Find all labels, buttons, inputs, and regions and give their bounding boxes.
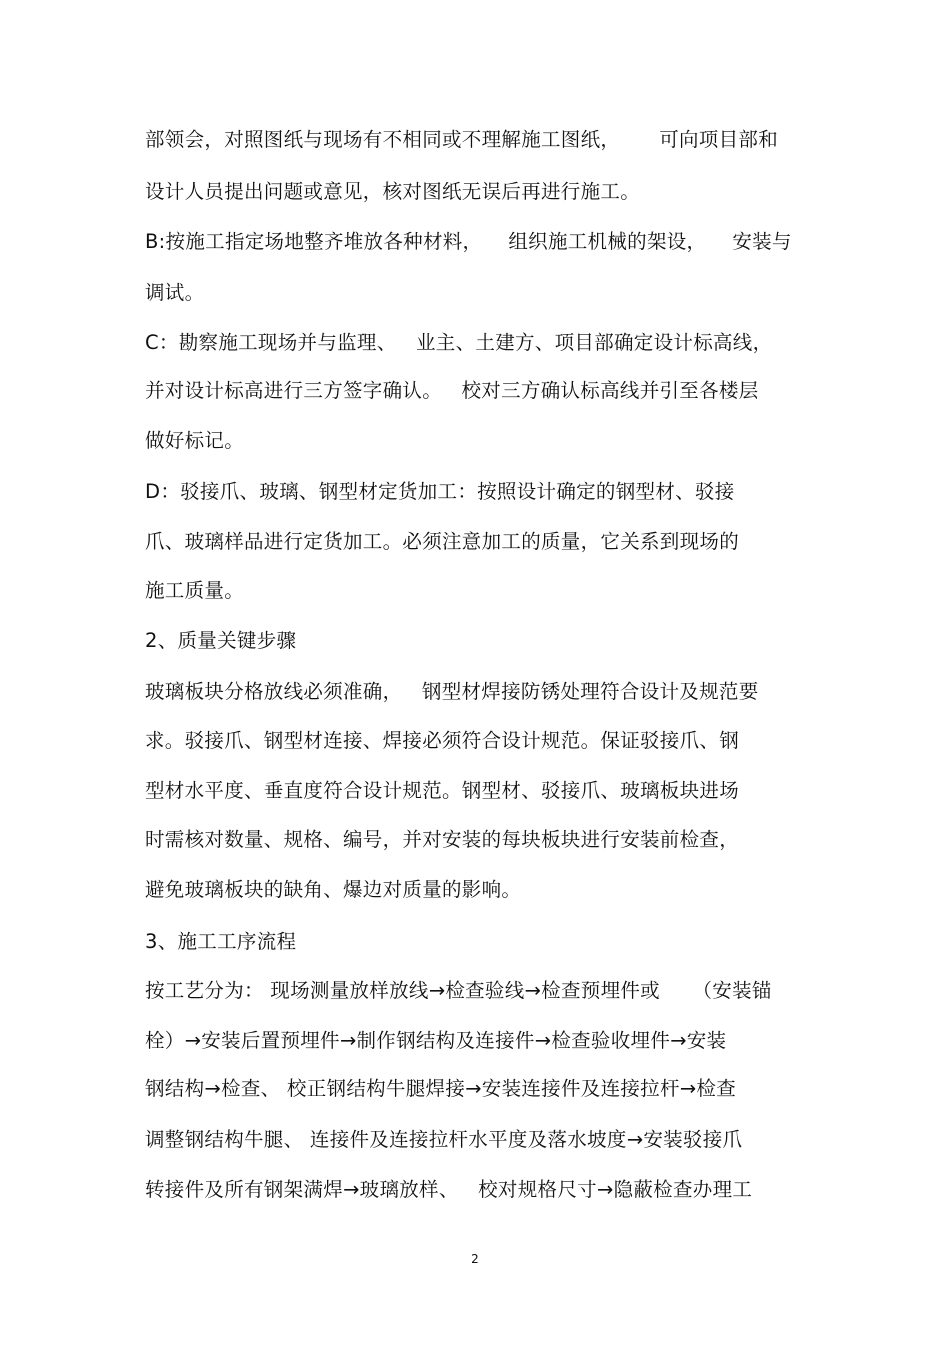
text-line: 按工艺分为： 现场测量放样放线→检查验线→检查预埋件或 （安装锚 [145,979,772,1002]
text-line: 型材水平度、垂直度符合设计规范。钢型材、驳接爪、玻璃板块进场 [145,779,740,802]
text-line: 部领会，对照图纸与现场有不相同或不理解施工图纸， 可向项目部和 [145,128,778,151]
page-number: 2 [471,1252,479,1266]
text-line: C：勘察施工现场并与监理、 业主、土建方、项目部确定设计标高线， [145,331,773,354]
text-line: 设计人员提出问题或意见，核对图纸无误后再进行施工。 [145,180,641,203]
text-line: 避免玻璃板块的缺角、爆边对质量的影响。 [145,878,522,901]
text-line: 调试。 [145,281,205,304]
text-line: 求。驳接爪、钢型材连接、焊接必须符合设计规范。保证驳接爪、钢 [145,729,740,752]
text-line: 并对设计标高进行三方签字确认。 校对三方确认标高线并引至各楼层 [145,379,759,402]
text-line: 钢结构→检查、 校正钢结构牛腿焊接→安装连接件及连接拉杆→检查 [145,1077,737,1100]
text-line: 做好标记。 [145,429,245,452]
text-line: D：驳接爪、玻璃、钢型材定货加工：按照设计确定的钢型材、驳接 [145,480,735,503]
text-line: 栓）→安装后置预埋件→制作钢结构及连接件→检查验收埋件→安装 [145,1029,727,1052]
section-heading: 2、质量关键步骤 [145,629,297,652]
text-line: 调整钢结构牛腿、 连接件及连接拉杆水平度及落水坡度→安装驳接爪 [145,1128,743,1151]
text-line: 时需核对数量、规格、编号，并对安装的每块板块进行安装前检查， [145,828,740,851]
text-line: 施工质量。 [145,579,245,602]
section-heading: 3、施工工序流程 [145,930,297,953]
text-line: 转接件及所有钢架满焊→玻璃放样、 校对规格尺寸→隐蔽检查办理工 [145,1178,753,1201]
text-line: 玻璃板块分格放线必须准确， 钢型材焊接防锈处理符合设计及规范要 [145,680,759,703]
text-line: 爪、玻璃样品进行定货加工。必须注意加工的质量，它关系到现场的 [145,530,740,553]
text-line: B:按施工指定场地整齐堆放各种材料， 组织施工机械的架设， 安装与 [145,230,792,253]
